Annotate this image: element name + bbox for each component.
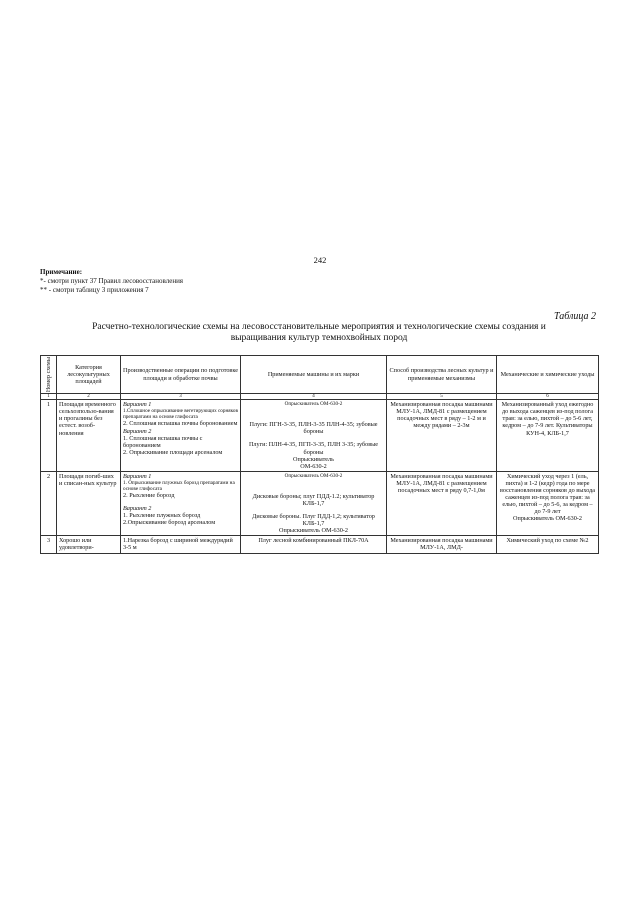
operation-item: 1. Рыхление плужных борозд — [123, 512, 201, 520]
table-row — [41, 471, 599, 536]
operation-item: 2. Сплошная вспашка почвы боронованием — [123, 420, 238, 428]
row-machines — [241, 400, 387, 472]
title-line: выращивания культур темнохвойных пород — [230, 333, 408, 343]
row-care: Механизированный уход ежегодно до выхода саженцев из-под полога трав: за елью, пихтой – до 5-6 лет, кедром – до 7-9 лет. Культиваторы КУН-4, КЛБ-1,7 — [497, 400, 599, 472]
table-caption: Таблица 2 — [554, 311, 596, 322]
operation-item: 1. Сплошная вспашка почвы с боронованием — [123, 434, 203, 449]
row-number: 3 — [41, 536, 57, 553]
variant-label: Вариант 2 — [123, 427, 152, 435]
machine-entry: Дисковые бороны; плуг ПДД-1.2; культиватор КЛБ-1,7 — [252, 492, 375, 508]
variant-label: Вариант 1 — [123, 472, 152, 480]
row-category: Хорошо или удовлетвори- — [57, 536, 121, 553]
row-method: Механизированная посадка машинами МЛУ-1А, ЛМД-81 с размещением посадочных мест в ряду – 1-2 м и между рядами – 2-3м — [387, 400, 497, 472]
title-line: Расчетно-технологические схемы на лесовосстановительные мероприятия и технологические схемы создания и — [92, 322, 546, 332]
note-title: Примечание: — [40, 268, 83, 276]
header-category: Категория лесокультурных площадей — [57, 356, 121, 394]
row-care — [497, 471, 599, 536]
header-machines: Применяемые машины и их марки — [241, 356, 387, 394]
machine-entry: Опрыскиватель ОМ-630-2 — [279, 527, 348, 535]
note-block — [40, 268, 183, 295]
operation-item: 1.Сплошное опрыскивание вегетирующих сорняков препаратами на основе глифосата — [123, 408, 238, 421]
row-category: Площади погиб-ших и списан-ных культур — [57, 471, 121, 536]
table-row — [41, 536, 599, 553]
header-method: Способ производства лесных культур и применяемые механизмы — [387, 356, 497, 394]
machine-entry: Дисковые бороны. Плуг ПДД-1,2; культиватор КЛБ-1,7 — [252, 513, 375, 528]
column-number: 6 — [497, 394, 599, 400]
care-entry: Химический уход через 1 (ель, пихта) и 1-2 (кедр) года по мере восстановления сорняков до выхода саженцев из-под полога трав: за елью, пихтой – до 5-6, за кедром – до 7-9 лет — [499, 472, 596, 516]
variant-label: Вариант 2 — [123, 505, 152, 513]
note-line: *- смотри пункт 37 Правил лесовосстановления — [40, 277, 184, 285]
row-machines — [241, 471, 387, 536]
row-operations: 1.Нарезка борозд с шириной междурядий 3-5 м — [121, 536, 241, 553]
machine-entry: Плуги: ПЛН-4-35, ПГП-3-35, ПЛН 3-35; зубовые бороны — [248, 441, 379, 456]
row-number: 2 — [41, 471, 57, 536]
row-number: 1 — [41, 400, 57, 472]
technology-schemes-table — [40, 355, 599, 554]
column-number: 3 — [121, 394, 241, 400]
page-number: 242 — [313, 255, 327, 265]
table-row — [41, 400, 599, 472]
care-entry: Опрыскиватель ОМ-630-2 — [513, 515, 582, 523]
machine-entry: Опрыскиватель ОМ-630-2 — [284, 472, 343, 479]
row-operations — [121, 400, 241, 472]
column-number: 1 — [41, 394, 57, 400]
header-care: Механические и химические уходы — [497, 356, 599, 394]
row-method: Механизированная посадка машинами МЛУ-1А, ЛМД-81 с размещением посадочных мест в ряду 0,7-1,0м — [387, 471, 497, 536]
operation-item: 2.Опрыскивание борозд арсеналом — [123, 519, 216, 527]
operation-item: 2. Рыхление борозд — [123, 492, 175, 500]
table-header-row — [41, 356, 599, 394]
row-method: Механизированная посадка машинами МЛУ-1А, ЛМД- — [387, 536, 497, 553]
column-number: 2 — [57, 394, 121, 400]
operation-item: 2. Опрыскивание площади арсеналом — [123, 448, 223, 456]
column-number: 5 — [387, 394, 497, 400]
row-operations — [121, 471, 241, 536]
machine-entry: Плуги: ПГН-3-35, ПЛН-3-35 ПЛН-4-35; зубовые бороны — [249, 421, 378, 436]
header-scheme-number: Номер схемы — [41, 356, 57, 394]
machine-entry: Опрыскиватель — [293, 455, 334, 463]
column-number: 4 — [241, 394, 387, 400]
row-care: Химический уход по схеме №2 — [497, 536, 599, 553]
machine-entry: ОМ-630-2 — [300, 462, 327, 470]
operation-item: 1. Опрыскивание плужных борозд препаратами на основе глифосата — [123, 479, 235, 493]
note-line: ** - смотри таблицу 3 приложения 7 — [40, 286, 149, 294]
header-operations: Производственные операции по подготовке площади и обработке почвы — [121, 356, 241, 394]
row-category: Площади временного сельхозпользо-вания и прогалины без естест. возоб-новления — [57, 400, 121, 472]
variant-label: Вариант 1 — [123, 401, 152, 409]
row-machines: Плуг лесной комбинированный ПКЛ-70А — [241, 536, 387, 553]
machine-entry: Опрыскиватель ОМ-630-2 — [284, 401, 343, 408]
document-title — [40, 322, 598, 344]
